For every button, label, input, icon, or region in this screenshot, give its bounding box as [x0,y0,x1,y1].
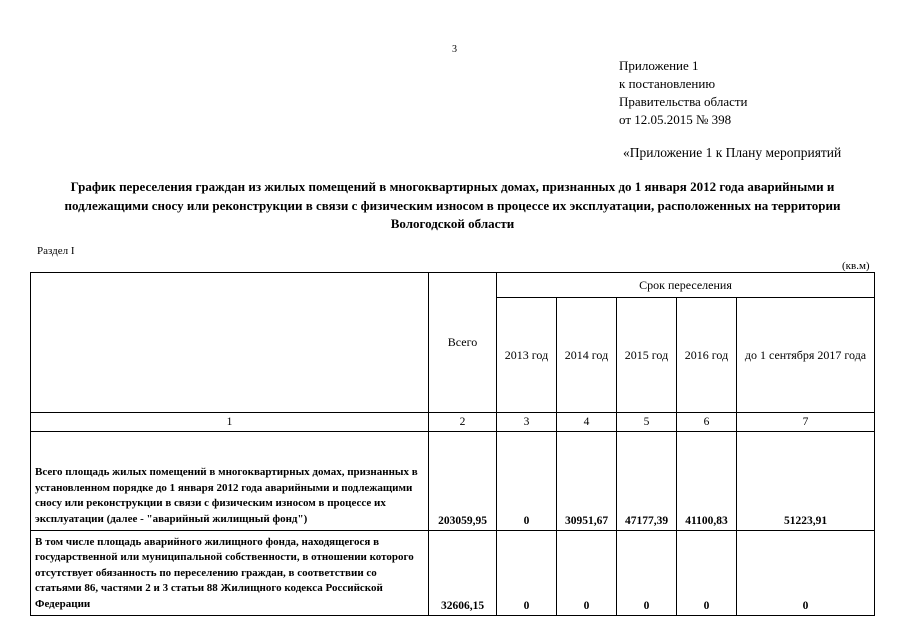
row-value-2013: 0 [497,432,557,531]
approval-line-3: Правительства области [619,94,748,109]
column-number: 6 [677,413,737,432]
header-row-1 [31,273,875,298]
row-value-2015: 47177,39 [617,432,677,531]
column-number-row [31,413,875,432]
row-value-2016: 41100,83 [677,432,737,531]
row-value-2013: 0 [497,531,557,616]
row-description: Всего площадь жилых помещений в многоквартирных домах, признанных в установленном порядке до 1 января 2012 года аварийными и подлежащими сносу или реконструкции в связи с физическим износом в процессе их эксплуатации (далее - "аварийный жилищный фонд") [31,432,429,531]
resettlement-table [30,272,875,616]
header-year-2016: 2016 год [677,298,737,413]
section-label: Раздел I [37,245,75,257]
header-total: Всего [429,273,497,413]
row-value-2017: 51223,91 [737,432,875,531]
approval-line-4: от 12.05.2015 № 398 [619,112,732,127]
header-empty-cell [31,273,429,413]
row-value-2014: 30951,67 [557,432,617,531]
page-number: 3 [452,44,457,55]
table-row [31,531,875,616]
row-value-2017: 0 [737,531,875,616]
header-year-2014: 2014 год [557,298,617,413]
column-number: 4 [557,413,617,432]
row-value-2014: 0 [557,531,617,616]
row-value-total: 32606,15 [429,531,497,616]
approval-line-1: Приложение 1 [619,58,699,73]
approval-block [619,57,748,129]
column-number: 5 [617,413,677,432]
header-year-2015: 2015 год [617,298,677,413]
row-value-total: 203059,95 [429,432,497,531]
header-period: Срок переселения [497,273,875,298]
column-number: 2 [429,413,497,432]
plan-reference: «Приложение 1 к Плану мероприятий [623,145,842,160]
approval-line-2: к постановлению [619,76,716,91]
row-value-2015: 0 [617,531,677,616]
table-row [31,432,875,531]
row-value-2016: 0 [677,531,737,616]
row-description: В том числе площадь аварийного жилищного фонда, находящегося в государственной или муниципальной собственности, в отношении которого отсутствует обязанность по переселению граждан, в соответствии со статьями 86, частями 2 и 3 статьи 88 Жилищного кодекса Российской Федерации [31,531,429,616]
header-year-2017: до 1 сентября 2017 года [737,298,875,413]
column-number: 1 [31,413,429,432]
column-number: 3 [497,413,557,432]
header-year-2013: 2013 год [497,298,557,413]
units-label: (кв.м) [842,260,870,272]
column-number: 7 [737,413,875,432]
document-title: График переселения граждан из жилых помещений в многоквартирных домах, признанных до 1 января 2012 года аварийными и подлежащими сносу или реконструкции в связи с физическим износом в процессе их эксплуатации, расположенных на территории Вологодской области [64,179,841,231]
